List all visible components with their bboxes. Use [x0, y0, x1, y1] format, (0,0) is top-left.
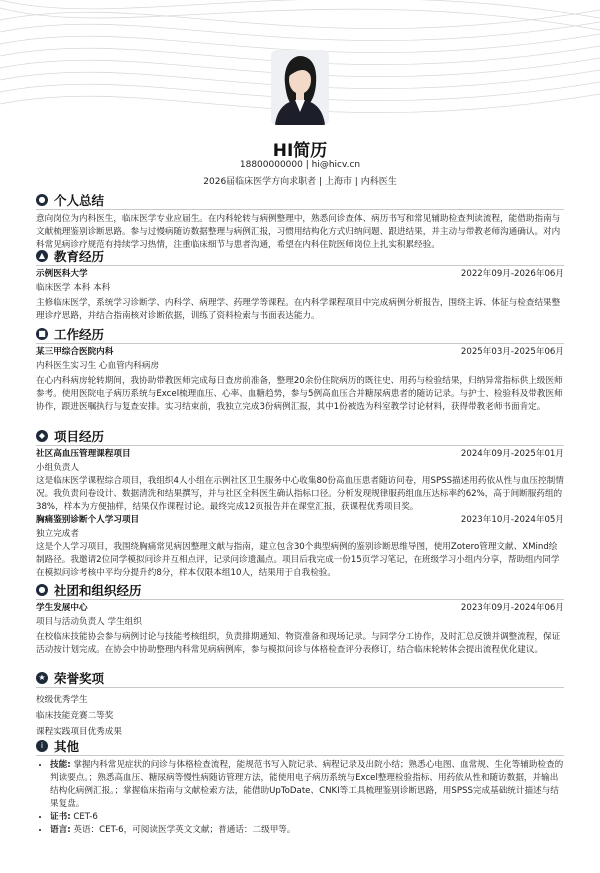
- section-honors: [36, 670, 564, 740]
- project-role: 小组负责人: [36, 463, 79, 473]
- section-divider: [36, 445, 564, 446]
- summary-text: 意向岗位为内科医生，临床医学专业应届生。在内科轮转与病例整理中，熟悉问诊查体、病历书写和常见辅助检查判读流程，能借助指南与文献梳理鉴别诊断思路。参与过慢病随访数据整理与病例汇报，习惯用结构化方式归纳问题、跟进结果，并主动与带教老师沟通确认。对内科常见病诊疗规范有持续学习热情，注重临床细节与患者沟通，希望在内科住院医师岗位上扎实积累经验。: [36, 214, 561, 250]
- resume-name: HI简历: [272, 141, 328, 161]
- group-icon: ●: [36, 584, 48, 596]
- avatar: [271, 50, 329, 125]
- project-text: 这是个人学习项目，我围绕胸痛常见病因整理文献与指南，建立包含30个典型病例的鉴别诊断思维导图，使用Zotero管理文献、XMind绘制路径。我邀请2位同学模拟问诊并互相点评，记录问诊遗漏点。项目后我完成一份15页学习笔记，在班级学习小组内分享，帮助组内同学在模拟问诊考核中平均分提升约8分，样本仅限本组10人，结果用于自我检验。: [36, 542, 560, 578]
- section-title: 荣誉奖项: [54, 671, 105, 686]
- education-dates: 2022年09月-2026年06月: [460, 269, 564, 279]
- work-text: 在心内科病房轮转期间，我协助带教医师完成每日查房前准备，整理20余份住院病历的既往史、用药与检验结果，归纳异常指标供上级医师参考。使用医院电子病历系统与Excel梳理血压、心率、血糖趋势，参与5例高血压合并糖尿病患者的随访记录。与护士、检验科及带教医师协作，跟进医嘱执行与复查安排。实习结束前，我独立完成3份病例汇报，其中1份被选为科室教学讨论材料，获得带教老师书面肯定。: [36, 376, 563, 412]
- section-other: [36, 738, 564, 837]
- project-dates: 2024年09月-2025年01月: [460, 449, 564, 459]
- section-title: 其他: [54, 739, 80, 754]
- certificate-item: [50, 811, 564, 824]
- project-text: 这是临床医学课程综合项目，我组织4人小组在示例社区卫生服务中心收集80份高血压患者随访问卷，用SPSS描述用药依从性与血压控制情况。我负责问卷设计、数据清洗和结果撰写，并与社区全科医生确认指标口径。分析发现规律服药组血压达标率约62%，高于间断服药组的38%，样本为方便抽样，结果仅作课程讨论。最终完成12页报告并在课堂汇报，获课程优秀项目奖。: [36, 476, 564, 512]
- section-projects: [36, 428, 564, 580]
- campus-org: 学生发展中心: [36, 603, 88, 613]
- contact-info: 18800000000 | hi@hicv.cn: [239, 160, 361, 170]
- section-title: 项目经历: [54, 429, 105, 444]
- project-name: 社区高血压管理课程项目: [36, 449, 131, 459]
- person-icon: ●: [36, 194, 48, 206]
- section-title: 个人总结: [54, 193, 105, 208]
- section-divider: [36, 209, 564, 210]
- campus-text: 在校临床技能协会参与病例讨论与技能考核组织，负责排期通知、物资准备和现场记录。与同学分工协作，及时汇总反馈并调整流程，保证活动按计划完成。在协会中协助整理内科常见病病例库，参与模拟问诊与体格检查评分表修订，结合临床轮转体会提出流程优化建议。: [36, 632, 561, 655]
- degree-info: 临床医学 本科 本科: [36, 283, 111, 293]
- job-intent: 2026届临床医学方向求职者 | 上海市 | 内科医生: [203, 177, 397, 187]
- project-dates: 2023年10月-2024年05月: [460, 515, 564, 525]
- language-label: 语言:: [50, 825, 71, 835]
- section-divider: [36, 265, 564, 266]
- section-divider: [36, 599, 564, 600]
- section-title: 教育经历: [54, 249, 105, 264]
- campus-role: 项目与活动负责人 学生组织: [36, 617, 142, 627]
- section-divider: [36, 687, 564, 688]
- graduation-cap-icon: ▲: [36, 250, 48, 262]
- skills-text: 掌握内科常见症状的问诊与体格检查流程，能规范书写入院记录、病程记录及出院小结；熟悉心电图、血常规、生化等辅助检查的判读要点。；熟悉高血压、糖尿病等慢性病随访管理方法，能使用电子病历系统与Excel整理检验指标、用药依从性和随访数据，并输出结构化病例汇报。；掌握临床指南与文献检索方法，能借助UpToDate、CNKI等工具梳理鉴别诊断思路，用SPSS完成基础统计描述与结果复盘。: [50, 760, 564, 809]
- honor-item: 临床技能竞赛二等奖: [36, 711, 114, 721]
- campus-dates: 2023年09月-2024年06月: [460, 603, 564, 613]
- work-role: 内科医生实习生 心血管内科病房: [36, 361, 160, 371]
- section-divider: [36, 343, 564, 344]
- section-education: [36, 248, 564, 323]
- honor-item: 课程实践项目优秀成果: [36, 727, 122, 737]
- school-name: 示例医科大学: [36, 269, 88, 279]
- education-text: 主修临床医学，系统学习诊断学、内科学、病理学、药理学等课程。在内科学课程项目中完成病例分析报告，围绕主诉、体征与检查结果整理诊疗思路，并结合指南核对诊断依据，训练了资料检索与书面表达能力。: [36, 298, 561, 321]
- section-divider: [36, 755, 564, 756]
- info-icon: i: [36, 740, 48, 752]
- language-text: 英语：CET-6，可阅读医学英文文献；普通话：二级甲等。: [73, 825, 296, 835]
- project-name: 胸痛鉴别诊断个人学习项目: [36, 515, 140, 525]
- section-title: 社团和组织经历: [54, 583, 142, 598]
- honor-item: 校级优秀学生: [36, 695, 88, 705]
- award-icon: ★: [36, 672, 48, 684]
- work-dates: 2025年03月-2025年06月: [460, 347, 564, 357]
- project-role: 独立完成者: [36, 529, 79, 539]
- portrait-photo: [271, 50, 329, 125]
- briefcase-icon: ■: [36, 328, 48, 340]
- section-summary: [36, 192, 564, 252]
- certificate-text: CET-6: [73, 812, 98, 822]
- work-org: 某三甲综合医院内科: [36, 347, 114, 357]
- section-title: 工作经历: [54, 327, 105, 342]
- section-campus: [36, 582, 564, 657]
- certificate-label: 证书:: [50, 812, 71, 822]
- language-item: [50, 824, 564, 837]
- section-work: [36, 326, 564, 414]
- skills-item: [50, 759, 564, 811]
- folder-icon: ◆: [36, 430, 48, 442]
- skills-label: 技能:: [50, 760, 71, 770]
